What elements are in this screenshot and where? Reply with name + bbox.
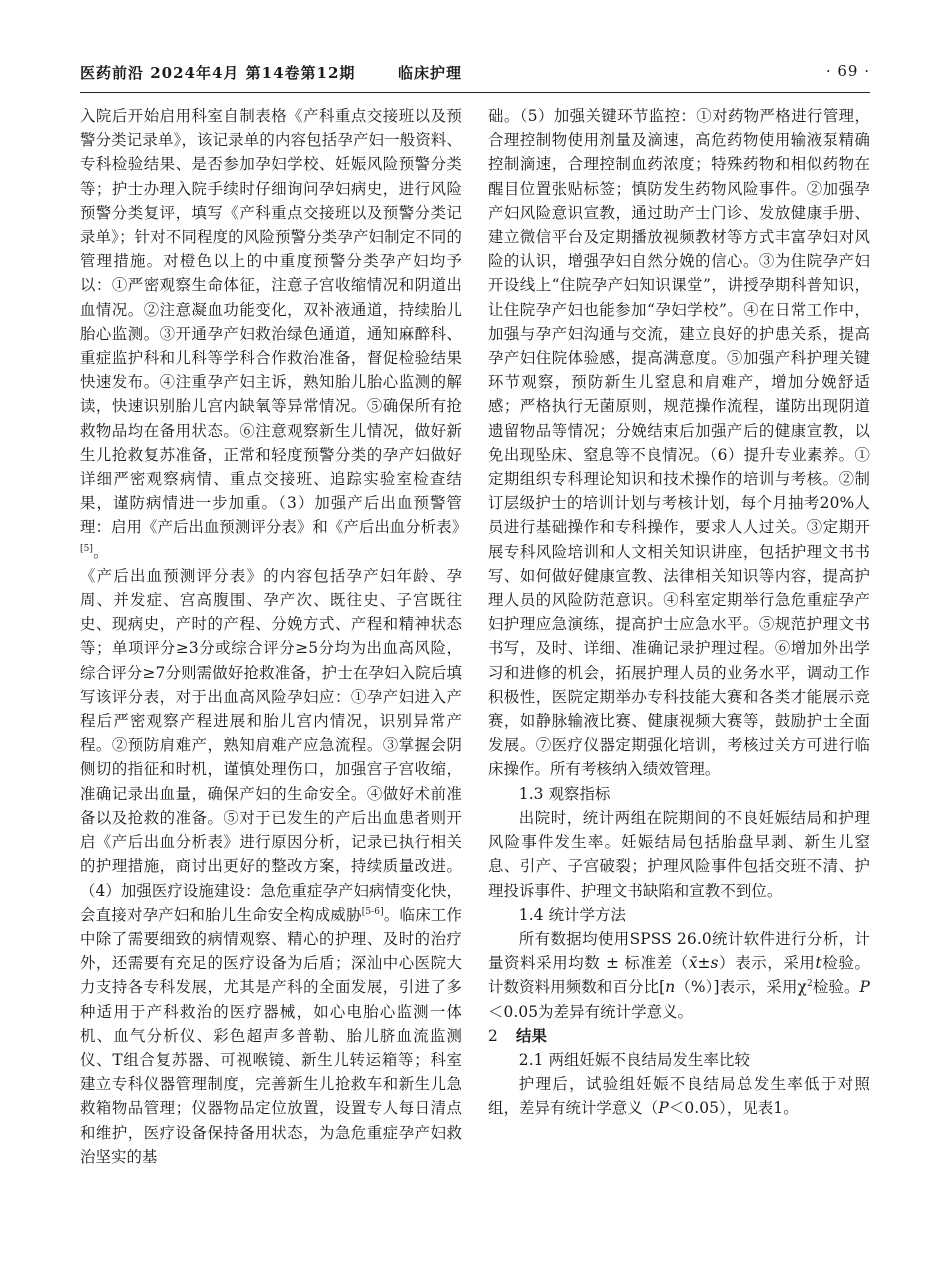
text-run: 。临床工作中除了需要细致的病情观察、精心的护理、及时的治疗外，还需要有充足的医疗设备为后盾；深汕中心医院大力支持各专科发展，尤其是产科的全面发展，引进了多种适用于产科救治的医疗器械，如心电胎心监测一体机、血气分析仪、彩色超声多普勒、胎儿脐血流监测仪、T组合复苏器、可视喉镜、新生儿转运箱等；科室建立专科仪器管理制度，完善新生儿抢救车和新生儿急救箱物品管理；仪器物品定位放置，设置专人每日清点和维护，医疗设备保持备用状态，为急危重症孕产妇救治坚实的基 bbox=[80, 905, 462, 1166]
left-column bbox=[80, 104, 468, 1169]
text-run: 检验。计数资料用频数和百分比[ bbox=[488, 954, 870, 997]
text-run: 。 bbox=[93, 542, 109, 561]
reference-5-6: [5-6] bbox=[361, 906, 384, 917]
superscript-2: 2 bbox=[806, 979, 813, 990]
section-heading-1-4: 1.4 统计学方法 bbox=[518, 905, 627, 924]
symbol-t: t bbox=[815, 954, 822, 973]
paragraph-key-monitoring: 础。（5）加强关键环节监控：①对药物严格进行管理，合理控制物使用剂量及滴速，高危药物使用输液泵精确控制滴速，合理控制血药浓度；特殊药物和相似药物在醒目位置张贴标签；慎防发生药物风险事件。②加强孕产妇风险意识宣教，通过助产士门诊、发放健康手册、建立微信平台及定期播放视频教材等方式丰富孕妇对风险的认识，增强孕妇自然分娩的信心。③为住院孕产妇开设线上“住院孕产妇知识课堂”，讲授孕期科普知识，让住院孕产妇也能参加“孕妇学校”。④在日常工作中，加强与孕产妇沟通与交流，建立良好的护患关系，提高孕产妇住院体验感，提高满意度。⑤加强产科护理关键环节观察，预防新生儿窒息和肩难产，增加分娩舒适感；严格执行无菌原则，规范操作流程，谨防出现阴道遗留物品等情况；分娩结束后加强产后的健康宣教，以免出现坠床、窒息等不良情况。（6）提升专业素养。①定期组织专科理论知识和技术操作的培训与考核。②制订层级护士的培训计划与考核计划，每个月抽考20%人员进行基础操作和专科操作，要求人人过关。③定期开展专科风险培训和人文相关知识讲座，包括护理文书书写、如何做好健康宣教、法律相关知识等内容，提高护理人员的风险防范意识。④科室定期举行急危重症孕产妇护理应急演练，提高护士应急水平。⑤规范护理文书书写，及时、详细、准确记录护理过程。⑥增加外出学习和进修的机会，拓展护理人员的业务水平，调动工作积极性，医院定期举办专科技能大赛和各类才能展示竞赛，如静脉输液比赛、健康视频大赛等，鼓励护士全面发展。⑦医疗仪器定期强化培训，考核过关方可进行临床操作。所有考核纳入绩效管理。 bbox=[488, 107, 870, 779]
text-run: 护理后，试验组妊娠不良结局总发生率低于对照组，差异有统计学意义（ bbox=[488, 1075, 870, 1118]
paragraph-results bbox=[488, 1072, 870, 1120]
paragraph-observation: 出院时，统计两组在院期间的不良妊娠结局和护理风险事件发生率。妊娠结局包括胎盘早剥、新生儿窒息、引产、子宫破裂；护理风险事件包括交班不清、护理投诉事件、护理文书缺陷和宣教不到位。 bbox=[488, 808, 870, 900]
section-heading-2 bbox=[488, 1024, 870, 1048]
symbol-p: P bbox=[859, 978, 870, 997]
text-run: 所有数据均使用SPSS 26.0统计软件进行分析，计量资料采用均数 ± 标准差（ bbox=[488, 929, 870, 973]
text-run: 入院后开始启用科室自制表格《产科重点交接班以及预警分类记录单》，该记录单的内容包括孕产妇一般资料、专科检验结果、是否参加孕妇学校、妊娠风险预警分类等；护士办理入院手续时仔细询问孕妇病史，进行风险预警分类复评，填写《产科重点交接班以及预警分类记录单》；针对不同程度的风险预警分类孕产妇制定不同的管理措施。对橙色以上的中重度预警分类孕产妇均予以：①严密观察生命体征，注意子宫收缩情况和阴道出血情况。②注意凝血功能变化，双补液通道，持续胎儿胎心监测。③开通孕产妇救治绿色通道，通知麻醉科、重症监护科和儿科等学科合作救治准备，督促检验结果快速发布。④注重孕产妇主诉，熟知胎儿胎心监测的解读，快速识别胎儿宫内缺氧等异常情况。⑤确保所有抢救物品均在备用状态。⑥注意观察新生儿情况，做好新生儿抢救复苏准备，正常和轻度预警分类的孕产妇做好详细严密观察病情、重点交接班、追踪实验室检查结果，谨防病情进一步加重。（3）加强产后出血预警管理：启用《产后出血预测评分表》和《产后出血分析表》 bbox=[80, 107, 468, 537]
running-header bbox=[80, 62, 870, 88]
symbol-n: n bbox=[665, 978, 676, 997]
section-number: 2 bbox=[488, 1026, 498, 1045]
journal-info: 医药前沿 2024年4月 第14卷第12期 bbox=[80, 64, 356, 82]
text-run: ＜0.05为差异有统计学意义。 bbox=[488, 1002, 694, 1021]
page-number: · 69 · bbox=[825, 62, 870, 80]
formula-mean-sd: x̄±s bbox=[688, 954, 719, 973]
section-title-results: 结果 bbox=[516, 1026, 547, 1045]
reference-5: [5] bbox=[80, 543, 94, 554]
section-heading-1-3: 1.3 观察指标 bbox=[518, 784, 611, 803]
symbol-p: P bbox=[658, 1099, 669, 1118]
text-run: ）表示，采用 bbox=[718, 954, 816, 973]
right-column bbox=[488, 104, 870, 1121]
text-run: ＜0.05），见表1。 bbox=[668, 1099, 799, 1118]
text-run: （%）]表示，采用χ bbox=[675, 978, 807, 997]
header-rule bbox=[80, 92, 870, 93]
section-title: 临床护理 bbox=[398, 64, 463, 82]
text-run: 检验。 bbox=[812, 978, 860, 997]
text-run: 《产后出血预测评分表》的内容包括孕产妇年龄、孕周、并发症、宫高腹围、孕产次、既往史、子宫既往史、现病史，产时的产程、分娩方式、产程和精神状态等；单项评分≥3分或综合评分≥5分均为出血高风险，综合评分≥7分则需做好抢救准备，护士在孕妇入院后填写该评分表，对于出血高风险孕妇应：①孕产妇进入产程后严密观察产程进展和胎儿宫内情况，识别异常产程。②预防肩难产，熟知肩难产应急流程。③掌握会阴侧切的指征和时机，谨慎处理伤口，加强宫子宫收缩，准确记录出血量，确保产妇的生命安全。④做好术前准备以及抢救的准备。⑤对于已发生的产后出血患者则开启《产后出血分析表》进行原因分析，记录已执行相关的护理措施，商讨出更好的整改方案，持续质量改进。（4）加强医疗设施建设：急危重症孕产妇病情变化快，会直接对孕产妇和胎儿生命安全构成威胁 bbox=[80, 566, 462, 924]
paragraph-statistics bbox=[488, 927, 870, 1024]
section-heading-2-1: 2.1 两组妊娠不良结局发生率比较 bbox=[518, 1050, 750, 1069]
paragraph-admission-warning bbox=[80, 104, 468, 564]
paragraph-hemorrhage-scoring bbox=[80, 564, 462, 1169]
